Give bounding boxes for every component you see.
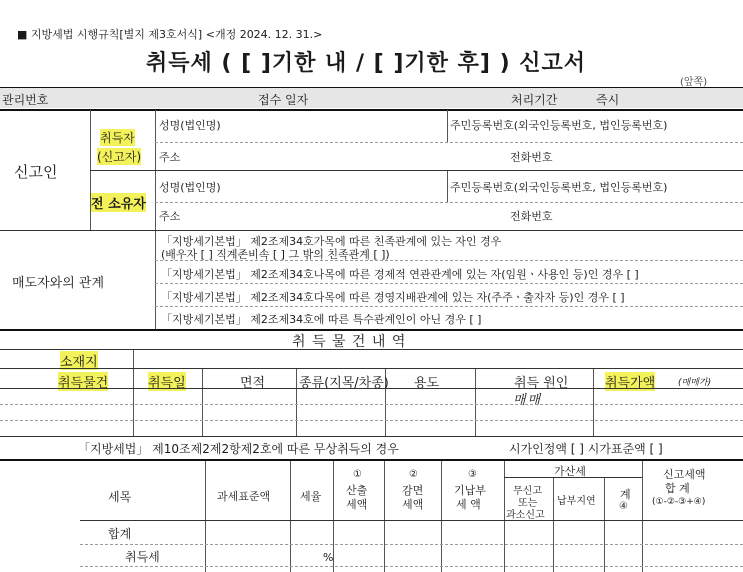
- acquisition-tax-row-label: 취득세: [125, 550, 160, 564]
- previous-owner-label: 전 소유자: [91, 193, 146, 212]
- calc-tax-label-1: 산출: [346, 484, 368, 497]
- page-side-label: (앞쪽): [680, 77, 708, 88]
- form-title: 취득세 ( [ ]기한 내 / [ ]기한 후] ) 신고서: [146, 51, 587, 76]
- relation-section-label: 매도자와의 관계: [12, 276, 105, 291]
- gratuitous-acquisition-text: 「지방세법」 제10조제2제2항제2호에 따른 무상취득의 경우: [78, 442, 399, 456]
- acquirer-reporter-label: (신고자): [97, 150, 142, 164]
- col-acquisition-cause: 취득 원인: [514, 376, 569, 391]
- receipt-date-label: 접수 일자: [258, 93, 309, 107]
- processing-period-label: 처리기간: [511, 93, 558, 107]
- tax-base-header: 과세표준액: [217, 490, 271, 503]
- additional-total-num: ④: [619, 501, 628, 512]
- prepaid-num: ③: [468, 469, 477, 480]
- relation-none-line: 「지방세기본법」 제2조제34호에 따른 특수관계인이 아닌 경우 [ ]: [161, 313, 482, 326]
- col-acquisition-price: 취득가액: [605, 372, 655, 391]
- admin-row-background: [0, 88, 743, 108]
- relation-economic-line: 「지방세기본법」 제2조제34호나목에 따른 경제적 연관관계에 있는 자(임원ㆍ사용인 등)인 경우 [ ]: [161, 268, 639, 281]
- acquisition-cause-handwritten: 매매: [513, 393, 543, 408]
- prev-owner-id-label: 주민등록번호(외국인등록번호, 법인등록번호): [450, 181, 668, 194]
- acquirer-phone-label: 전화번호: [510, 151, 553, 164]
- col-area: 면적: [240, 376, 266, 391]
- additional-tax-header: 가산세: [554, 465, 586, 478]
- acquirer-id-label: 주민등록번호(외국인등록번호, 법인등록번호): [450, 119, 668, 132]
- unreported-label-2: 또는: [518, 498, 538, 509]
- reduction-num: ②: [409, 469, 418, 480]
- valuation-options: 시가인정액 [ ] 시가표준액 [ ]: [509, 442, 663, 456]
- col-type: 종류(지목/차종): [299, 376, 389, 391]
- tax-rate-header: 세율: [300, 490, 322, 503]
- prev-owner-address-label: 주소: [159, 210, 181, 223]
- prev-owner-name-label: 성명(법인명): [159, 181, 221, 194]
- relation-kinship-options: (배우자 [ ] 직계존비속 [ ] 그 밖의 친족관계 [ ]): [161, 248, 390, 261]
- reduction-label-2: 세액: [402, 498, 424, 511]
- tax-item-header: 세목: [108, 490, 132, 504]
- acquirer-address-label: 주소: [159, 151, 181, 164]
- acquirer-label: 취득자: [100, 131, 135, 145]
- report-amount-formula: (①-②-③+④): [652, 497, 706, 507]
- reporter-section-label: 신고인: [14, 163, 58, 181]
- reduction-label-1: 감면: [402, 484, 424, 497]
- report-amount-label-1: 신고세액: [663, 468, 706, 481]
- col-usage: 용도: [414, 376, 440, 391]
- unreported-label-1: 무신고: [513, 486, 542, 497]
- location-label: 소재지: [60, 351, 98, 370]
- calc-tax-label-2: 세액: [346, 498, 368, 511]
- management-number-label: 관리번호: [2, 93, 49, 107]
- prepaid-label-2: 세 액: [456, 498, 481, 511]
- col-acquired-property: 취득물건: [58, 372, 108, 391]
- total-row-label: 합계: [108, 527, 132, 541]
- processing-period-value: 즉시: [596, 93, 620, 107]
- unreported-label-3: 과소신고: [506, 510, 545, 521]
- report-amount-label-2: 합 계: [665, 482, 690, 495]
- property-section-title: 취 득 물 건 내 역: [292, 334, 407, 350]
- price-note-handwritten: (매매가): [678, 378, 712, 388]
- late-payment-label: 납부지연: [557, 496, 596, 507]
- col-acquisition-date: 취득일: [148, 372, 186, 391]
- relation-kinship-line: 「지방세기본법」 제2조제34호가목에 따른 친족관계에 있는 자인 경우: [161, 235, 502, 248]
- relation-management-line: 「지방세기본법」 제2조제34호다목에 따른 경영지배관계에 있는 자(주주ㆍ출자자 등)인 경우 [ ]: [161, 291, 625, 304]
- additional-total-label: 계: [620, 488, 631, 501]
- acquisition-tax-rate-unit: %: [323, 551, 334, 564]
- prepaid-label-1: 기납부: [454, 484, 486, 497]
- prev-owner-phone-label: 전화번호: [510, 210, 553, 223]
- regulation-reference: ■ 지방세법 시행규칙[별지 제3호서식] <개정 2024. 12. 31.>: [17, 28, 323, 41]
- calc-tax-num: ①: [353, 469, 362, 480]
- acquirer-name-label: 성명(법인명): [159, 119, 221, 132]
